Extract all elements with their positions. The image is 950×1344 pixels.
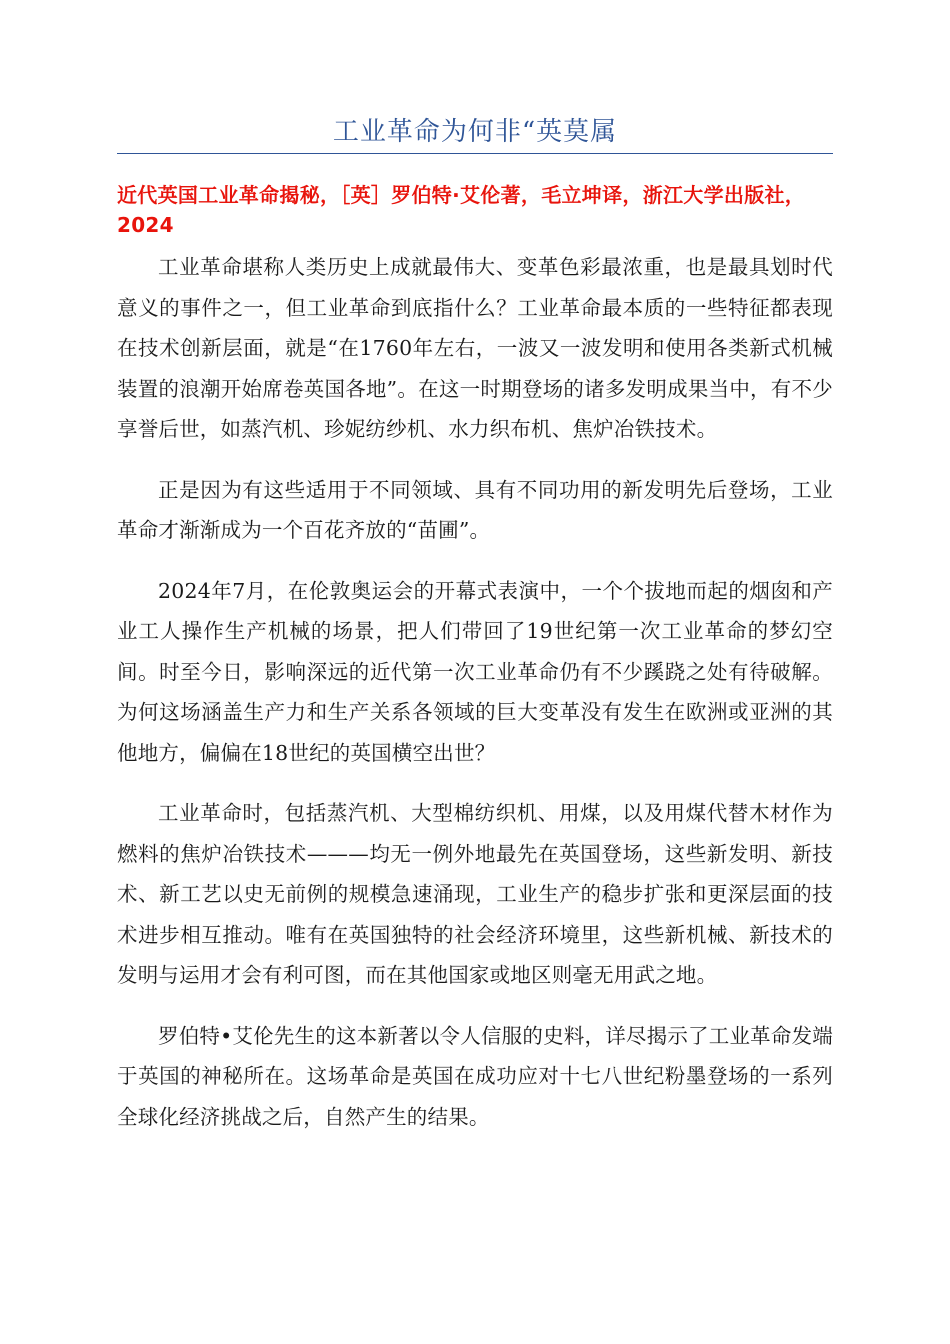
book-source-line: 近代英国工业革命揭秘，［英］罗伯特·艾伦著，毛立坤译，浙江大学出版社，2024 — [117, 183, 806, 237]
paragraph-4: 工业革命时，包括蒸汽机、大型棉纺织机、用煤，以及用煤代替木材作为燃料的焦炉冶铁技术———均无一例外地最先在英国登场，这些新发明、新技术、新工艺以史无前例的规模急速涌现，工业生产的稳步扩张和更深层面的技术进步相互推动。唯有在英国独特的社会经济环境里，这些新机械、新技术的发明与运用才会有利可图，而在其他国家或地区则毫无用武之地。 — [117, 801, 833, 987]
title-underline — [117, 153, 833, 154]
paragraph-1: 工业革命堪称人类历史上成就最伟大、变革色彩最浓重，也是最具划时代意义的事件之一，但工业革命到底指什么？工业革命最本质的一些特征都表现在技术创新层面，就是“在1760年左右，一波又一波发明和使用各类新式机械装置的浪潮开始席卷英国各地”。在这一时期登场的诸多发明成果当中，有不少享誉后世，如蒸汽机、珍妮纺纱机、水力织布机、焦炉冶铁技术。 — [117, 255, 833, 441]
page-title: 工业革命为何非“英莫属 — [332, 117, 618, 147]
paragraph-5: 罗伯特•艾伦先生的这本新著以令人信服的史料，详尽揭示了工业革命发端于英国的神秘所在。这场革命是英国在成功应对十七八世纪粉墨登场的一系列全球化经济挑战之后，自然产生的结果。 — [117, 1023, 833, 1129]
paragraph-2: 正是因为有这些适用于不同领域、具有不同功用的新发明先后登场，工业革命才渐渐成为一个百花齐放的“苗圃”。 — [117, 477, 833, 542]
document-page — [117, 112, 833, 1137]
paragraph-3: 2024年7月，在伦敦奥运会的开幕式表演中，一个个拔地而起的烟囱和产业工人操作生产机械的场景，把人们带回了19世纪第一次工业革命的梦幻空间。时至今日，影响深远的近代第一次工业革命仍有不少蹊跷之处有待破解。为何这场涵盖生产力和生产关系各领域的巨大变革没有发生在欧洲或亚洲的其他地方，偏偏在18世纪的英国横空出世？ — [117, 578, 833, 765]
article-body — [117, 247, 833, 1137]
